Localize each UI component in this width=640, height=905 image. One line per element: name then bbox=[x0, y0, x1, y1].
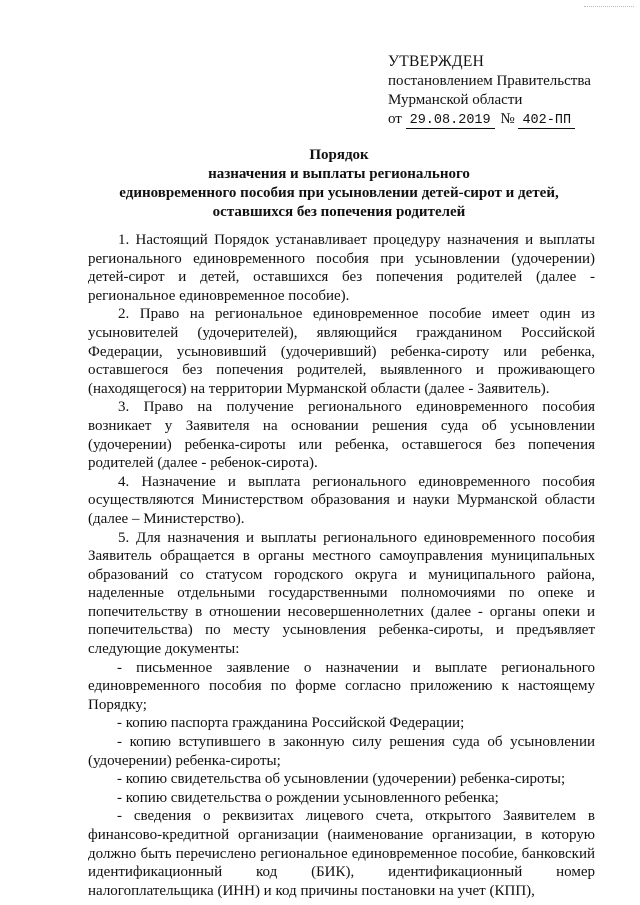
list-item: - копию вступившего в законную силу решения суда об усыновлении (удочерении) ребенка-сироты; bbox=[88, 734, 595, 769]
paragraph-2: 2. Право на региональное единовременное пособие имеет один из усыновителей (удочерителей), являющийся гражданином Российской Федерации, усыновивший (удочеривший) ребенка-сироту или ребенка, оставшегося без попечения родителей, выявленного и проживающего (находящегося) на территории Мурманской области (далее - Заявитель). bbox=[88, 306, 595, 397]
date-prefix: от bbox=[388, 111, 402, 127]
approval-heading: УТВЕРЖДЕН bbox=[388, 53, 485, 70]
title-line-1: Порядок bbox=[309, 147, 369, 163]
paragraph-3: 3. Право на получение регионального единовременного пособия возникает у Заявителя на основании решения суда об усыновлении (удочерении) ребенка-сироты или ребенка, оставшегося без попечения родителей (далее - ребенок-сирота). bbox=[88, 399, 595, 472]
list-item: - копию паспорта гражданина Российской Федерации; bbox=[117, 715, 465, 732]
scan-corner-mark bbox=[584, 0, 634, 7]
document-title bbox=[86, 146, 592, 222]
approval-date-row bbox=[388, 110, 628, 130]
paragraph-4: 4. Назначение и выплата регионального единовременного пособия осуществляются Министерством образования и науки Мурманской области (далее – Министерство). bbox=[88, 473, 595, 527]
approval-line-1: постановлением Правительства bbox=[388, 73, 591, 89]
list-item: - копию свидетельства об усыновлении (удочерении) ребенка-сироты; bbox=[117, 771, 566, 788]
approval-date: 29.08.2019 bbox=[406, 113, 495, 129]
title-line-2: назначения и выплаты регионального bbox=[208, 166, 470, 182]
title-line-3: единовременного пособия при усыновлении детей-сирот и детей, bbox=[119, 185, 559, 201]
list-item: - письменное заявление о назначении и выплате регионального единовременного пособия по форме согласно приложению к настоящему Порядку; bbox=[88, 659, 595, 713]
document-body bbox=[88, 231, 595, 900]
title-line-4: оставшихся без попечения родителей bbox=[212, 204, 466, 220]
paragraph-5: 5. Для назначения и выплаты регионального единовременного пособия Заявитель обращается в органы местного самоуправления муниципальных образований со статусом городского округа и муниципального района, наделенные отдельными государственными полномочиями по опеке и попечительству в отношении несовершеннолетних (далее - органы опеки и попечительства) по месту усыновления ребенка-сироты, и предъявляет следующие документы: bbox=[88, 529, 595, 658]
approval-number: 402-ПП bbox=[518, 113, 575, 129]
approval-line-2: Мурманской области bbox=[388, 92, 523, 108]
approval-stamp bbox=[388, 52, 628, 130]
list-item: - копию свидетельства о рождении усыновленного ребенка; bbox=[117, 789, 499, 806]
number-prefix: № bbox=[500, 111, 515, 127]
paragraph-1: 1. Настоящий Порядок устанавливает процедуру назначения и выплаты регионального единовременного пособия при усыновлении (удочерении) детей-сирот и детей, оставшихся без попечения родителей (далее - региональное единовременное пособие). bbox=[88, 232, 595, 304]
list-item: - сведения о реквизитах лицевого счета, открытого Заявителем в финансово-кредитной организации (наименование организации, в которую должно быть перечислено региональное единовременное пособие, банковский идентификационный код (БИК), идентификационный номер налогоплательщика (ИНН) и код причины постановки на учет (КПП), bbox=[88, 808, 595, 899]
